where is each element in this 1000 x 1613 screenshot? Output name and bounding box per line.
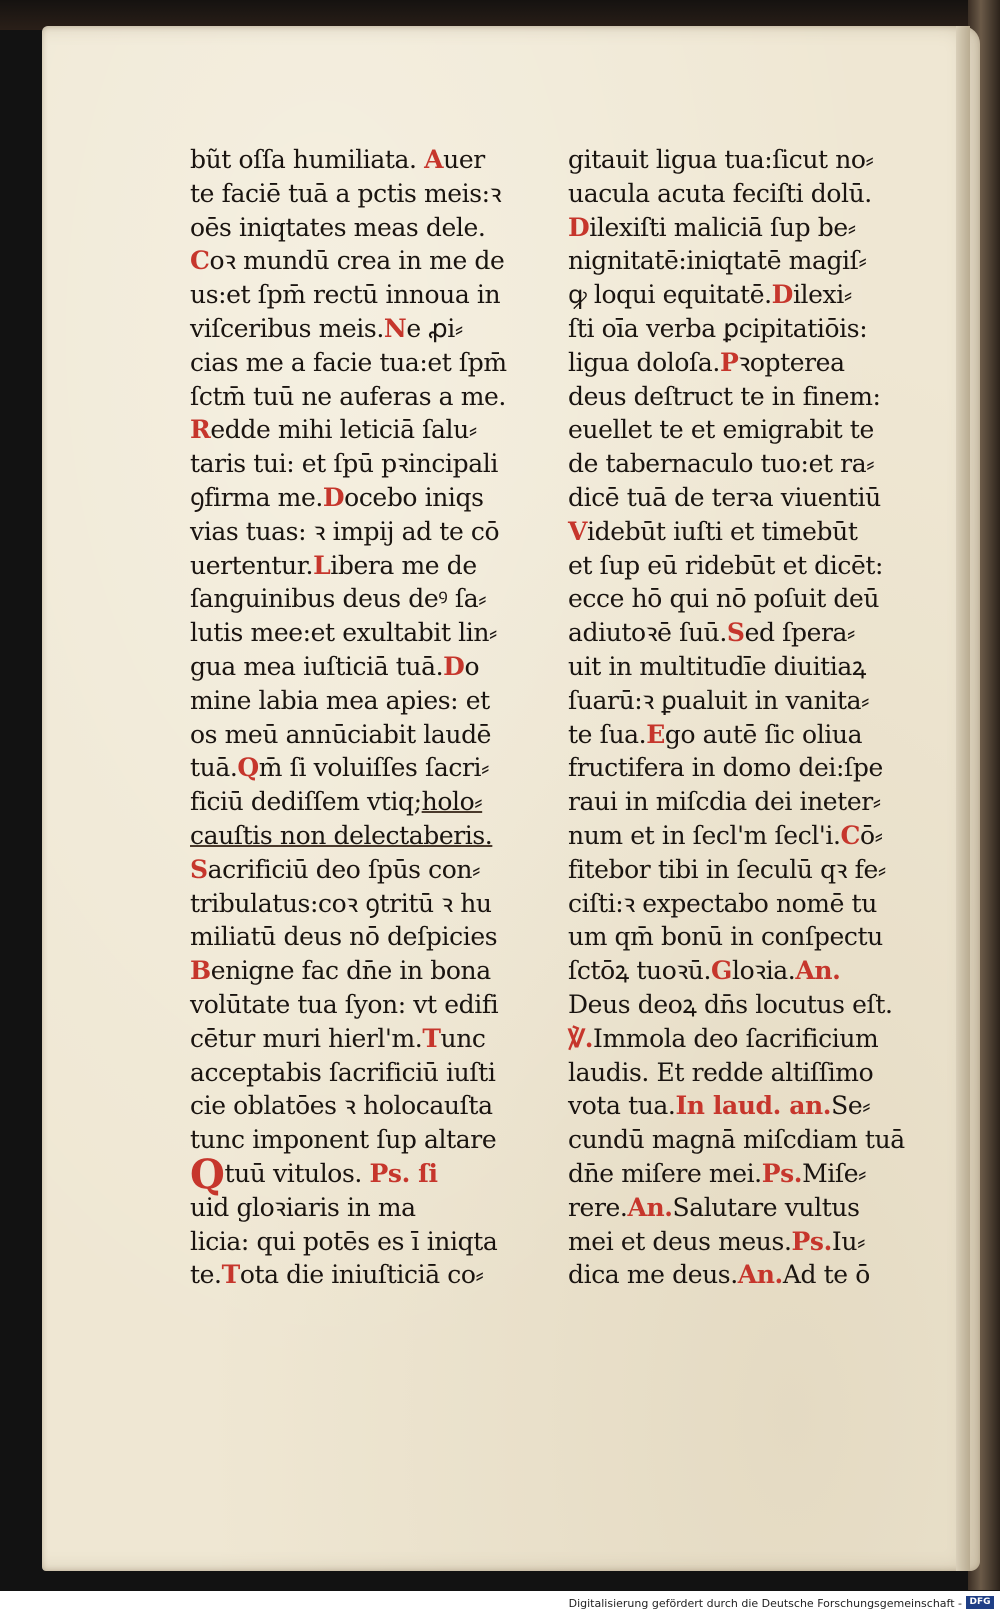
line-text: o — [464, 651, 480, 681]
text-line — [568, 515, 938, 549]
line-text: licia: qui potēs es ī iniqta — [190, 1226, 498, 1256]
text-line — [190, 582, 550, 616]
rubric-text: E — [646, 719, 665, 749]
rubric-text: T — [221, 1260, 240, 1290]
rubric-text: D — [322, 482, 345, 512]
rubric-text: D — [771, 280, 793, 310]
rubric-text: L — [313, 550, 331, 580]
line-text: go autē ſic oliua — [664, 719, 863, 749]
line-text: ſctōꝝ tuoꝛū. — [568, 956, 712, 986]
text-line — [190, 616, 550, 650]
text-line — [190, 887, 550, 921]
initial-letter: Q — [190, 1150, 225, 1198]
rubric-text: A — [424, 145, 444, 174]
line-text: tribulatus:coꝛ ꝯtritū ꝛ hu — [190, 888, 492, 918]
line-text: miliatū deus nō deſpicies — [190, 922, 498, 952]
line-text: te ſua. — [568, 719, 647, 749]
rubric-text: G — [711, 956, 732, 986]
text-line — [568, 1157, 938, 1191]
line-text: ꝯfirma me. — [190, 482, 323, 512]
text-line — [568, 718, 938, 752]
rubric-text: An. — [737, 1260, 783, 1290]
text-line — [190, 920, 550, 954]
line-text: lutis mee:et exultabit lin⸗ — [190, 618, 497, 648]
rubric-text: C — [840, 820, 861, 850]
line-text: us:et ſpm̄ rectū innoua in — [190, 280, 501, 310]
line-text: idebūt iuſti et timebūt — [587, 516, 858, 546]
line-text: euellet te et emigrabit te — [568, 415, 874, 445]
line-text: oꝛ mundū crea in me de — [209, 246, 505, 276]
text-line — [568, 684, 938, 718]
rubric-text: In laud. an. — [675, 1091, 832, 1121]
text-line — [190, 278, 550, 312]
rubric-text: R — [190, 415, 211, 445]
line-text: ota die iniuſticiā co⸗ — [239, 1260, 484, 1290]
text-line — [190, 1258, 550, 1292]
text-line — [568, 853, 938, 887]
line-text: uid gloꝛiaris in ma — [190, 1192, 416, 1222]
text-line — [568, 751, 938, 785]
line-text: cundū magnā miſcdiam tuā — [568, 1125, 905, 1155]
text-line — [190, 380, 550, 414]
line-text: Salutare vultus — [672, 1192, 860, 1222]
line-text: enigne fac dn̄e in bona — [210, 956, 491, 986]
text-line — [568, 549, 938, 583]
rubric-text: S — [726, 618, 745, 648]
line-text: dica me deus. — [568, 1260, 738, 1290]
line-text: um qm̄ bonū in conſpectu — [568, 922, 883, 952]
text-line — [190, 549, 550, 583]
line-text: ilexiſti maliciā ſup be⸗ — [589, 212, 856, 242]
text-line — [568, 819, 938, 853]
line-text: e ꝓi⸗ — [406, 313, 463, 343]
line-text: ſanguinibus deus deꝰ ſa⸗ — [190, 584, 487, 614]
text-line — [190, 143, 550, 177]
text-line — [190, 177, 550, 211]
text-line — [568, 582, 938, 616]
text-line — [568, 481, 938, 515]
text-line — [568, 312, 938, 346]
line-text: fructifera in domo dei:ſpe — [568, 753, 883, 783]
line-text: rere. — [568, 1192, 628, 1222]
text-line — [190, 1225, 550, 1259]
text-line — [190, 853, 550, 887]
text-line — [190, 515, 550, 549]
text-line — [190, 346, 550, 380]
line-text: te. — [190, 1260, 222, 1290]
line-text: et ſup eū ridebūt et dicēt: — [568, 550, 884, 580]
text-line — [568, 413, 938, 447]
text-line — [190, 718, 550, 752]
line-text: dicē tuā de terꝛa viuentiū — [568, 482, 881, 512]
text-line — [568, 143, 938, 177]
rubric-text: S — [190, 854, 208, 884]
rubric-text: Ps. — [761, 1158, 803, 1188]
text-line — [568, 244, 938, 278]
rubric-text: An. — [627, 1192, 673, 1222]
line-text: ligua doloſa. — [568, 347, 720, 377]
text-line — [190, 988, 550, 1022]
line-text: fitebor tibi in ſeculū qꝛ fe⸗ — [568, 854, 886, 884]
text-line — [568, 346, 938, 380]
line-text: mei et deus meus. — [568, 1226, 792, 1256]
line-text: mine labia mea apies: et — [190, 685, 490, 715]
line-text: vota tua. — [568, 1091, 676, 1121]
text-line — [568, 887, 938, 921]
line-text: volūtate tua ſyon: vt edifi — [190, 989, 499, 1019]
text-line — [568, 1258, 938, 1292]
page-edge — [956, 26, 970, 1571]
rubric-text: Q — [237, 753, 259, 783]
text-line — [568, 785, 938, 819]
line-text: uertentur. — [190, 550, 314, 580]
line-text: edde mihi leticiā ſalu⸗ — [210, 415, 477, 445]
line-text: ecce hō qui nō poſuit deū — [568, 584, 880, 614]
line-text: Deus deoꝝ dn̄s locutus eſt. — [568, 989, 893, 1019]
text-line — [190, 1123, 550, 1157]
text-line — [190, 954, 550, 988]
dfg-logo: DFG — [966, 1596, 994, 1609]
text-line — [190, 1056, 550, 1090]
line-text: de tabernaculo tuo:et ra⸗ — [568, 449, 875, 479]
rubric-text: ℣. — [568, 1023, 594, 1053]
rubric-text: Ps. — [791, 1226, 832, 1256]
line-text: taris tui: et ſpū pꝛincipali — [190, 449, 498, 479]
line-text: te faciē tuā a pctis meis:ꝛ — [190, 178, 502, 208]
line-text: num et in ſecl'm ſecl'i. — [568, 820, 841, 850]
rubric-text: T — [422, 1023, 441, 1053]
text-line — [568, 211, 938, 245]
text-line — [568, 616, 938, 650]
line-text: nignitatē:iniqtatē magiſ⸗ — [568, 246, 867, 276]
text-line — [190, 312, 550, 346]
text-line — [568, 988, 938, 1022]
rubric-text: P — [719, 347, 739, 377]
text-line — [190, 211, 550, 245]
text-line — [568, 1225, 938, 1259]
line-text: ꝙ loqui equitatē. — [568, 280, 772, 310]
line-text: acrificiū deo ſpūs con⸗ — [207, 854, 481, 884]
line-text: ſctm̄ tuū ne auferas a me. — [190, 381, 506, 411]
text-line — [190, 785, 550, 819]
text-line — [568, 954, 938, 988]
line-text: tuā. — [190, 753, 238, 783]
text-line — [568, 177, 938, 211]
line-text: tunc imponent ſup altare — [190, 1125, 497, 1155]
text-line — [568, 920, 938, 954]
text-line — [190, 1089, 550, 1123]
text-line — [190, 1191, 550, 1225]
right-text-column — [568, 143, 938, 1292]
rubric-text: Ps. ſi — [369, 1158, 438, 1188]
text-line — [568, 650, 938, 684]
line-text: Ad te ō — [782, 1260, 870, 1290]
text-line — [190, 447, 550, 481]
line-text: ilexi⸗ — [792, 280, 852, 310]
text-line — [190, 413, 550, 447]
line-text: bũt oſſa humiliata. — [190, 145, 425, 174]
text-line — [190, 244, 550, 278]
line-text: uit in multitudīe diuitiaꝝ — [568, 651, 866, 681]
line-text: uer — [443, 145, 485, 174]
line-text: gua mea iuſticiā tuā. — [190, 651, 444, 681]
line-text: ciſti:ꝛ expectabo nomē tu — [568, 888, 877, 918]
text-line — [190, 819, 550, 853]
text-line — [190, 751, 550, 785]
text-line — [190, 481, 550, 515]
line-text: ibera me de — [330, 550, 477, 580]
line-text: holo⸗ — [421, 787, 483, 817]
line-text: Iu⸗ — [831, 1226, 865, 1256]
line-text: viſceribus meis. — [190, 313, 384, 343]
rubric-text: An. — [795, 956, 841, 986]
line-text: m̄ ſi voluiſſes ſacri⸗ — [258, 753, 490, 783]
text-line — [568, 1089, 938, 1123]
line-text: ed ſpera⸗ — [744, 618, 855, 648]
line-text: deus deſtruct te in finem: — [568, 381, 881, 411]
line-text: dn̄e miſere mei. — [568, 1158, 762, 1188]
footer-bar — [0, 1591, 1000, 1613]
text-line — [568, 1191, 938, 1225]
line-text: cauſtis non delectaberis. — [190, 820, 493, 850]
line-text: tuū vitulos. — [224, 1158, 370, 1188]
line-text: ſti oīa verba ꝑcipitatiōis: — [568, 313, 868, 343]
rubric-text: B — [190, 956, 211, 986]
line-text: vias tuas: ꝛ impij ad te cō — [190, 516, 500, 546]
line-text: Immola deo ſacrificium — [593, 1023, 879, 1053]
line-text: oēs iniqtates meas dele. — [190, 212, 486, 242]
rubric-text: D — [443, 651, 465, 681]
line-text: ꝛopterea — [738, 347, 845, 377]
line-text: unc — [440, 1023, 486, 1053]
line-text: Se⸗ — [831, 1091, 871, 1121]
line-text: gitauit ligua tua:ſicut no⸗ — [568, 145, 874, 174]
line-text: ocebo iniqs — [344, 482, 484, 512]
text-line — [568, 1022, 938, 1056]
line-text: ſuarū:ꝛ ꝑualuit in vanita⸗ — [568, 685, 870, 715]
text-line — [568, 278, 938, 312]
rubric-text: D — [568, 212, 590, 242]
text-line — [190, 1022, 550, 1056]
line-text: uacula acuta feciſti dolū. — [568, 178, 872, 208]
line-text: ō⸗ — [860, 820, 883, 850]
line-text: acceptabis ſacrificiū iuſti — [190, 1057, 496, 1087]
line-text: cias me a facie tua:et ſpm̄ — [190, 347, 507, 377]
line-text: Miſe⸗ — [802, 1158, 867, 1188]
rubric-text: V — [568, 516, 587, 546]
line-text: cētur muri hierl'm. — [190, 1023, 423, 1053]
left-text-column — [190, 143, 550, 1292]
text-line — [568, 380, 938, 414]
line-text: loꝛia. — [732, 956, 796, 986]
line-text: cie oblatōes ꝛ holocauſta — [190, 1091, 493, 1121]
line-text: laudis. Et redde altiſſimo — [568, 1057, 874, 1087]
text-line — [190, 684, 550, 718]
rubric-text: N — [383, 313, 407, 343]
rubric-text: C — [190, 246, 210, 276]
line-text: os meū annūciabit laudē — [190, 719, 492, 749]
text-line — [190, 1150, 550, 1198]
text-line — [190, 650, 550, 684]
text-line — [568, 1123, 938, 1157]
digitization-credit: Digitalisierung gefördert durch die Deutsche Forschungsgemeinschaft - — [568, 1597, 962, 1610]
line-text: ficiū dediſſem vtiq; — [190, 787, 422, 817]
line-text: adiutoꝛē ſuū. — [568, 618, 727, 648]
line-text: raui in miſcdia dei ineter⸗ — [568, 787, 881, 817]
text-line — [568, 447, 938, 481]
text-line — [568, 1056, 938, 1090]
